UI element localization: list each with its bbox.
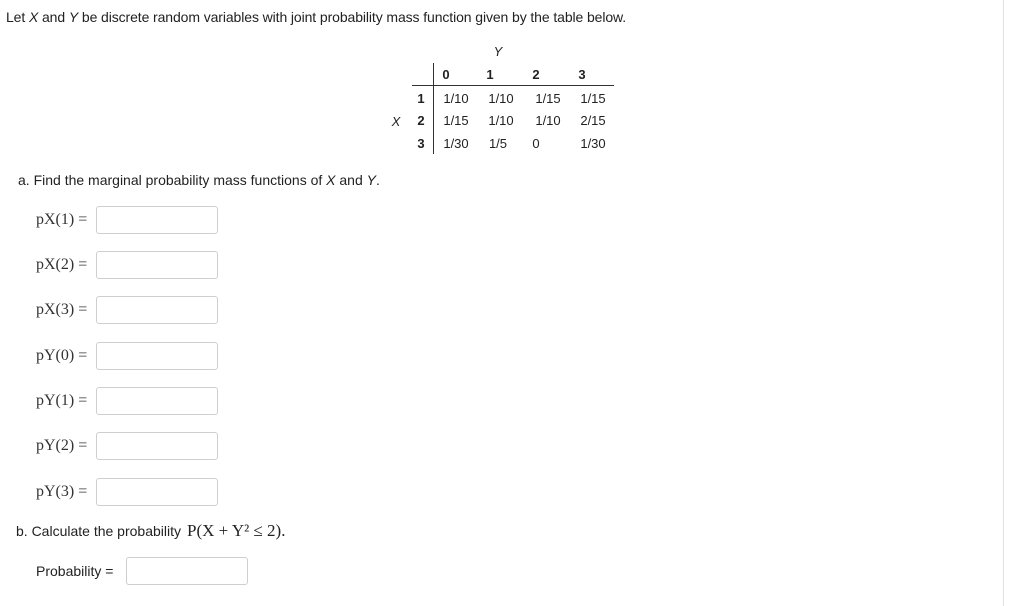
answer-label: pY(3) =	[36, 483, 88, 500]
table-cell: 1/30	[580, 136, 606, 151]
py2-input[interactable]	[96, 432, 218, 460]
py1-input[interactable]	[96, 387, 218, 415]
answer-label: pY(2) =	[36, 437, 88, 454]
answer-row-py0	[36, 342, 218, 370]
col-var-label: Y	[493, 44, 503, 59]
answer-label: pX(3) =	[36, 301, 88, 318]
table-cell: 1/30	[443, 136, 469, 151]
part-b-question	[16, 521, 285, 541]
part-b-formula: P(X + Y² ≤ 2).	[187, 521, 286, 540]
answer-label: pX(1) =	[36, 211, 88, 228]
col-header: 0	[442, 67, 450, 82]
answer-row-py2	[36, 432, 218, 460]
page-right-border	[1003, 0, 1004, 606]
col-header: 2	[532, 67, 540, 82]
table-cell: 1/15	[580, 91, 606, 106]
table-cell: 1/10	[535, 113, 561, 128]
px1-input[interactable]	[96, 206, 218, 234]
table-cell: 1/15	[535, 91, 561, 106]
row-var-label: X	[391, 114, 401, 129]
probability-row	[36, 557, 248, 585]
table-cell: 1/10	[443, 91, 469, 106]
table-cell: 1/10	[488, 113, 514, 128]
answer-row-py3	[36, 478, 218, 506]
py3-input[interactable]	[96, 478, 218, 506]
probability-input[interactable]	[126, 557, 248, 585]
table-cell: 1/5	[488, 136, 508, 151]
answer-row-px3	[36, 296, 218, 324]
answer-label: pX(2) =	[36, 256, 88, 273]
answer-row-px2	[36, 251, 218, 279]
px2-input[interactable]	[96, 251, 218, 279]
problem-statement: Let X and Y be discrete random variables with joint probability mass function given by the table below.	[6, 9, 627, 25]
table-row-header-rule	[433, 63, 434, 154]
row-header: 2	[417, 113, 425, 128]
table-cell: 0	[532, 136, 540, 151]
px3-input[interactable]	[96, 296, 218, 324]
part-b-text: b. Calculate the probability	[16, 523, 181, 539]
table-cell: 2/15	[580, 113, 606, 128]
answer-label: pY(0) =	[36, 347, 88, 364]
row-header: 3	[417, 136, 425, 151]
probability-label: Probability =	[36, 563, 114, 579]
answer-row-py1	[36, 387, 218, 415]
answer-row-px1	[36, 206, 218, 234]
table-header-rule	[412, 85, 614, 86]
table-cell: 1/10	[488, 91, 514, 106]
part-a-question: a. Find the marginal probability mass functions of X and Y.	[18, 172, 380, 188]
row-header: 1	[417, 91, 425, 106]
joint-pmf-table	[380, 40, 620, 160]
py0-input[interactable]	[96, 342, 218, 370]
table-cell: 1/15	[443, 113, 469, 128]
answer-label: pY(1) =	[36, 392, 88, 409]
col-header: 1	[486, 67, 494, 82]
col-header: 3	[578, 67, 586, 82]
